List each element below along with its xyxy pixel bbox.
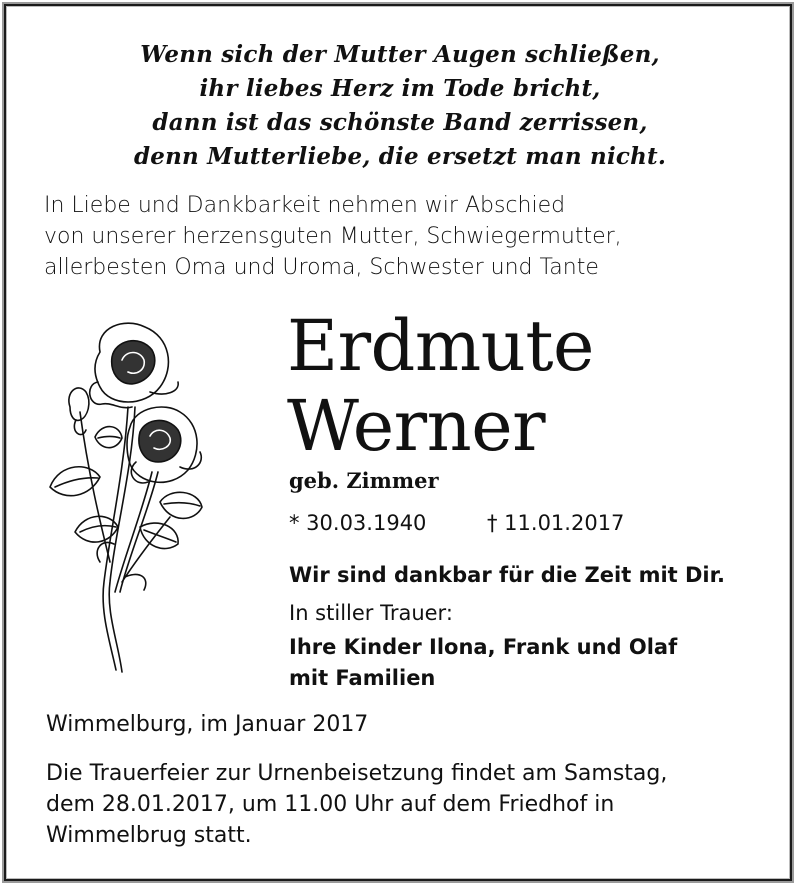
service-info (46, 758, 667, 851)
service-line: Die Trauerfeier zur Urnenbeisetzung findet am Samstag, (46, 761, 668, 786)
intro-line: von unserer herzensguten Mutter, Schwiegermutter, (44, 224, 622, 249)
intro-line: allerbesten Oma und Uroma, Schwester und Tante (44, 255, 599, 280)
intro-text (44, 190, 622, 283)
thanks-line: Wir sind dankbar für die Zeit mit Dir. (289, 563, 725, 587)
service-line: Wimmelbrug statt. (46, 823, 252, 848)
poem-line: denn Mutterliebe, die ersetzt man nicht. (133, 143, 667, 170)
roses-icon (40, 312, 220, 682)
poem-line: ihr liebes Herz im Tode bricht, (199, 75, 601, 102)
intro-line: In Liebe und Dankbarkeit nehmen wir Abschied (44, 193, 566, 218)
mourner-line: Ihre Kinder Ilona, Frank und Olaf (289, 635, 678, 659)
birth-date: * 30.03.1940 (289, 511, 427, 535)
last-name: Werner (287, 385, 546, 467)
maiden-name: geb. Zimmer (289, 468, 439, 493)
mourning-label: In stiller Trauer: (289, 601, 453, 625)
poem (0, 38, 800, 174)
mourners (289, 632, 677, 694)
life-dates (289, 509, 625, 537)
poem-line: Wenn sich der Mutter Augen schließen, (140, 41, 660, 68)
first-name: Erdmute (287, 305, 594, 387)
deceased-name (287, 306, 594, 466)
mourner-line: mit Familien (289, 666, 436, 690)
service-line: dem 28.01.2017, um 11.00 Uhr auf dem Friedhof in (46, 792, 615, 817)
death-date: † 11.01.2017 (487, 511, 625, 535)
poem-line: dann ist das schönste Band zerrissen, (152, 109, 648, 136)
place-date: Wimmelburg, im Januar 2017 (46, 712, 369, 737)
